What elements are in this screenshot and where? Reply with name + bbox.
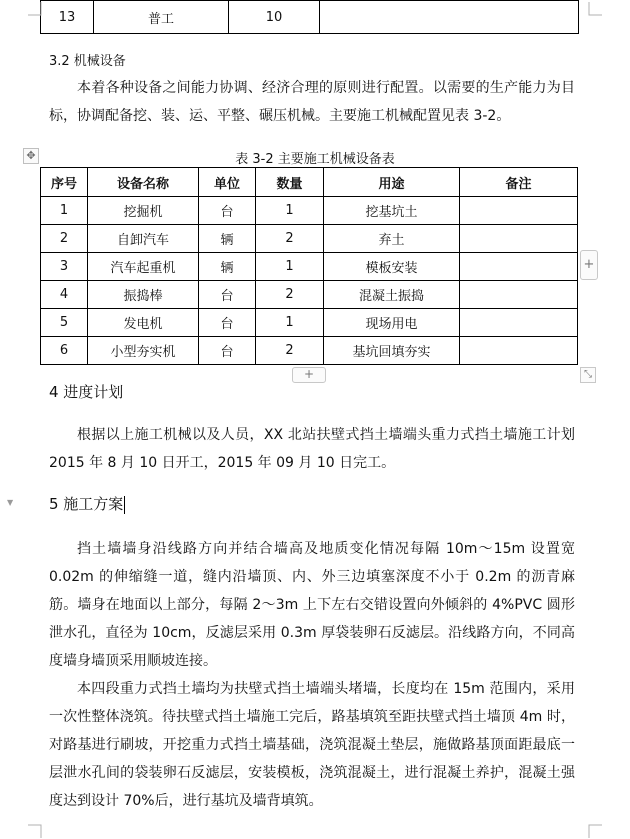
table-row: [41, 197, 578, 225]
table-cell: 汽车起重机: [88, 253, 199, 281]
column-header: 数量: [256, 168, 324, 197]
paragraph-construction-1: 挡土墙墙身沿线路方向并结合墙高及地质变化情况每隔 10m～15m 设置宽 0.02m 的伸缩缝一道，缝内沿墙顶、内、外三边填塞深度不小于 0.2m 的沥青麻筋。墙身在地面以上部分，每隔 2～3m 上下左右交错设置向外倾斜的 4%PVC 圆形泄水孔，直径为 10cm，反滤层采用 0.3m 厚袋装卵石反滤层。沿线路方向，不同高度墙身墙顶采用顺坡连接。: [49, 541, 575, 669]
table-cell: 振捣棒: [88, 281, 199, 309]
table-cell: 挖基坑土: [324, 197, 460, 225]
table-header-row: [41, 168, 578, 197]
column-header: 备注: [460, 168, 578, 197]
table-row: [41, 337, 578, 365]
table-row: [41, 281, 578, 309]
table-cell: 基坑回填夯实: [324, 337, 460, 365]
corner-mark-top-right: [588, 2, 602, 16]
staff-table-fragment: [40, 0, 579, 34]
table-cell: 1: [256, 197, 324, 225]
table-cell: 混凝土振捣: [324, 281, 460, 309]
table-cell: [460, 225, 578, 253]
section-heading-5-text: 5 施工方案: [49, 495, 124, 513]
section-heading-5: [49, 493, 125, 514]
add-column-button[interactable]: [580, 250, 598, 280]
table-cell: 模板安装: [324, 253, 460, 281]
table-cell: 13: [41, 1, 94, 34]
table-cell: 台: [199, 197, 256, 225]
table-row: [41, 1, 579, 34]
paragraph-schedule: 根据以上施工机械以及人员，XX 北站扶壁式挡土墙端头重力式挡土墙施工计划 2015 年 8 月 10 日开工，2015 年 09 月 10 日完工。: [49, 427, 575, 471]
corner-mark-bottom-right: [588, 824, 602, 838]
paragraph-construction-2: 本四段重力式挡土墙均为扶壁式挡土墙端头堵墙，长度均在 15m 范围内，采用一次性整体浇筑。待扶壁式挡土墙施工完后，路基填筑至距扶壁式挡土墙顶 4m 时，对路基进行刷坡，开挖重力式挡土墙基础，浇筑混凝土垫层，施做路基顶面距最底一层泄水孔间的袋装卵石反滤层，安装模板，浇筑混凝土，进行混凝土养护，混凝土强度达到设计 70%后，进行基坑及墙背填筑。: [49, 681, 575, 809]
column-header: 设备名称: [88, 168, 199, 197]
table-cell: 10: [229, 1, 320, 34]
table-cell: 6: [41, 337, 88, 365]
collapse-arrow-icon[interactable]: ▼: [7, 498, 14, 507]
table-cell: 小型夯实机: [88, 337, 199, 365]
table-cell: 3: [41, 253, 88, 281]
table-row: [41, 253, 578, 281]
column-header: 序号: [41, 168, 88, 197]
table-cell: 4: [41, 281, 88, 309]
table-cell: 台: [199, 309, 256, 337]
table-cell: 台: [199, 337, 256, 365]
section-heading-3-2: 3.2 机械设备: [49, 54, 126, 69]
corner-mark-top-left: [28, 2, 42, 16]
table-caption: 表 3-2 主要施工机械设备表: [235, 152, 395, 167]
plus-icon: +: [303, 367, 315, 381]
table-cell: 普工: [94, 1, 229, 34]
table-cell: [460, 253, 578, 281]
table-cell: 1: [41, 197, 88, 225]
table-row: [41, 309, 578, 337]
table-cell: 1: [256, 309, 324, 337]
table-cell: 2: [256, 225, 324, 253]
table-cell: 辆: [199, 225, 256, 253]
table-cell: [460, 197, 578, 225]
move-handle-icon[interactable]: ✥: [23, 148, 39, 164]
table-cell: 自卸汽车: [88, 225, 199, 253]
table-cell: [460, 337, 578, 365]
corner-mark-bottom-left: [28, 824, 42, 838]
text-cursor: [124, 496, 125, 514]
section-heading-4: 4 进度计划: [49, 383, 124, 401]
table-cell: [460, 281, 578, 309]
plus-icon: +: [583, 257, 595, 272]
resize-icon[interactable]: ⤡: [580, 367, 596, 383]
table-cell: 2: [256, 337, 324, 365]
add-row-button[interactable]: [292, 367, 326, 383]
table-cell: 现场用电: [324, 309, 460, 337]
equipment-table: [40, 167, 578, 365]
table-row: [41, 225, 578, 253]
table-cell: 辆: [199, 253, 256, 281]
table-cell: 5: [41, 309, 88, 337]
table-cell: [320, 1, 579, 34]
paragraph-equipment-intro: 本着各种设备之间能力协调、经济合理的原则进行配置。以需要的生产能力为目标，协调配备挖、装、运、平整、碾压机械。主要施工机械配置见表 3-2。: [49, 80, 575, 124]
table-cell: 2: [41, 225, 88, 253]
column-header: 单位: [199, 168, 256, 197]
table-cell: 台: [199, 281, 256, 309]
table-cell: 1: [256, 253, 324, 281]
table-cell: 挖掘机: [88, 197, 199, 225]
table-cell: 2: [256, 281, 324, 309]
table-cell: [460, 309, 578, 337]
table-cell: 弃土: [324, 225, 460, 253]
table-cell: 发电机: [88, 309, 199, 337]
column-header: 用途: [324, 168, 460, 197]
